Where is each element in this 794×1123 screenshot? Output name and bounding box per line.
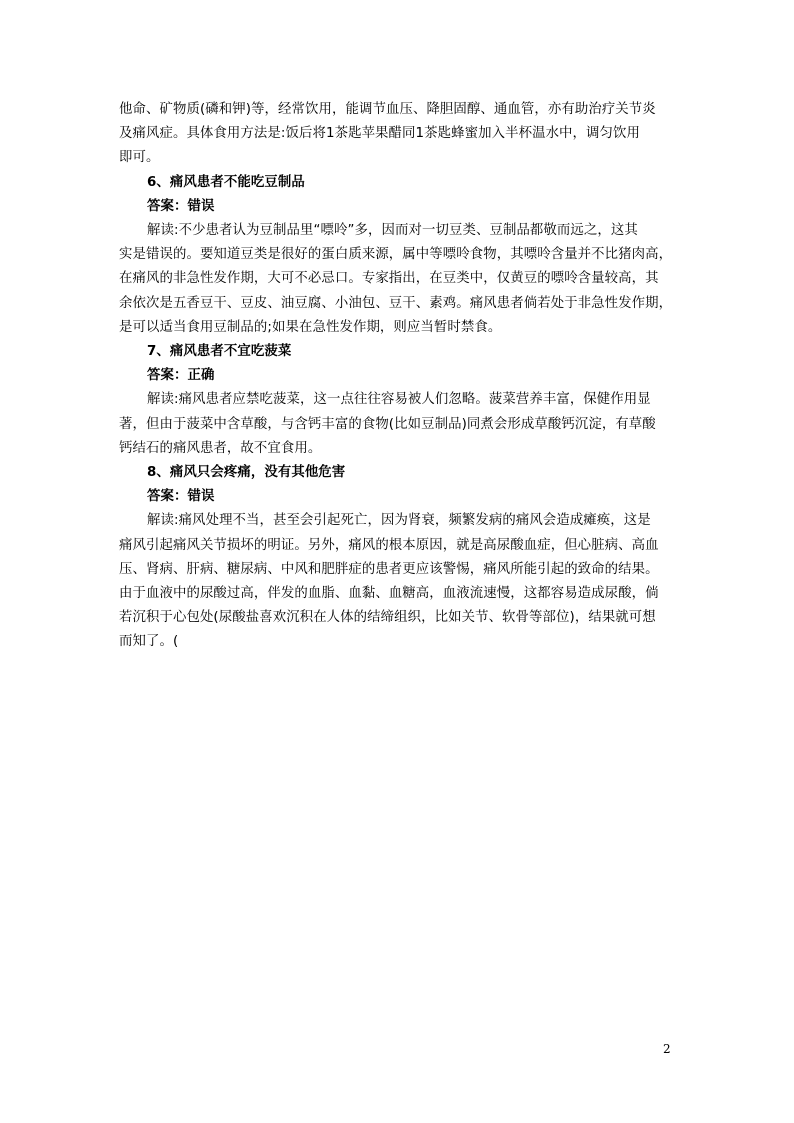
explanation-line: 解读:痛风处理不当，甚至会引起死亡，因为肾衰，频繁发病的痛风会造成瘫痪，这是 <box>147 513 651 529</box>
explanation-line: 若沉积于心包处(尿酸盐喜欢沉积在人体的结缔组织，比如关节、软骨等部位)，结果就可想 <box>119 610 656 626</box>
answer-label: 答案：错误 <box>147 489 215 505</box>
answer-label: 答案：正确 <box>147 368 215 384</box>
answer-label: 答案：错误 <box>147 198 215 214</box>
qa-item-6 <box>119 171 675 340</box>
question-title: 8、痛风只会疼痛，没有其他危害 <box>147 465 346 481</box>
explanation-line: 由于血液中的尿酸过高，伴发的血脂、血黏、血糖高，血液流速慢，这都容易造成尿酸，倘 <box>119 586 659 602</box>
text-line: 即可。 <box>119 150 160 166</box>
text-line: 及痛风症。具体食用方法是:饭后将1茶匙苹果醋同1茶匙蜂蜜加入半杯温水中，调匀饮用 <box>119 126 641 142</box>
page-number: 2 <box>663 1042 671 1056</box>
explanation-line: 实是错误的。要知道豆类是很好的蛋白质来源，属中等嘌呤食物，其嘌呤含量并不比猪肉高， <box>119 247 673 263</box>
question-title: 7、痛风患者不宜吃菠菜 <box>147 344 292 360</box>
text-line: 他命、矿物质(磷和钾)等，经常饮用，能调节血压、降胆固醇、通血管，亦有助治疗关节炎 <box>119 102 656 117</box>
intro-paragraph <box>119 98 675 171</box>
qa-item-7 <box>119 340 675 461</box>
explanation-line: 压、肾病、肝病、糖尿病、中风和肥胖症的患者更应该警惕，痛风所能引起的致命的结果。 <box>119 561 659 577</box>
explanation-line: 著，但由于菠菜中含草酸，与含钙丰富的食物(比如豆制品)同煮会形成草酸钙沉淀，有草酸 <box>119 416 656 432</box>
explanation-line: 解读:痛风患者应禁吃菠菜，这一点往往容易被人们忽略。菠菜营养丰富，保健作用显 <box>147 392 651 408</box>
explanation-line: 钙结石的痛风患者，故不宜食用。 <box>119 440 322 456</box>
question-title: 6、痛风患者不能吃豆制品 <box>147 174 305 190</box>
explanation-line: 解读:不少患者认为豆制品里“嘌呤”多，因而对一切豆类、豆制品都敬而远之，这其 <box>147 223 638 239</box>
explanation-line: 而知了。( <box>119 634 179 650</box>
explanation-line: 是可以适当食用豆制品的;如果在急性发作期，则应当暂时禁食。 <box>119 319 502 335</box>
qa-item-8 <box>119 461 675 655</box>
explanation-line: 痛风引起痛风关节损坏的明证。另外，痛风的根本原因，就是高尿酸血症，但心脏病、高血 <box>119 537 659 553</box>
explanation-line: 在痛风的非急性发作期，大可不必忌口。专家指出，在豆类中，仅黄豆的嘌呤含量较高，其 <box>119 271 659 287</box>
document-body <box>119 98 675 655</box>
explanation-line: 余依次是五香豆干、豆皮、油豆腐、小油包、豆干、素鸡。痛风患者倘若处于非急性发作期， <box>119 295 673 311</box>
